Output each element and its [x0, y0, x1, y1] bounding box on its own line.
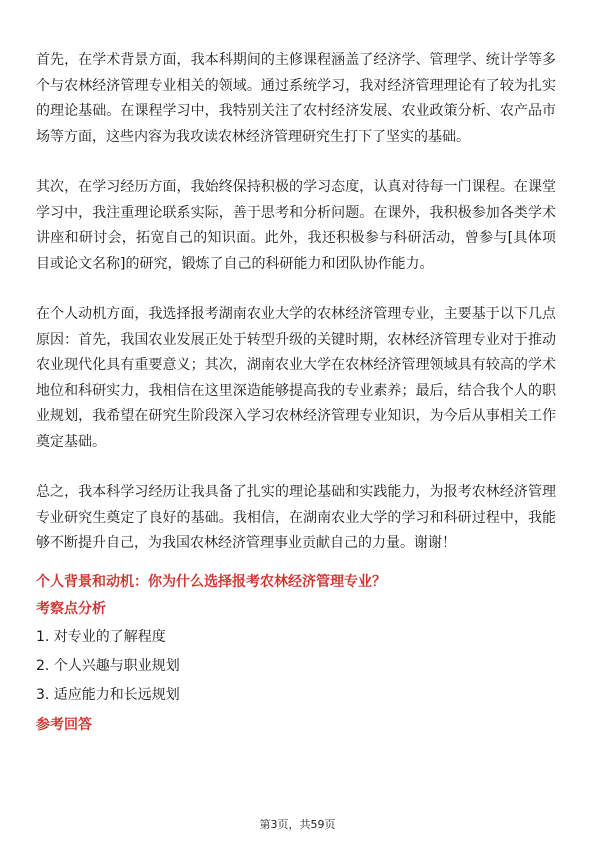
document-body [36, 48, 556, 736]
analysis-heading: 考察点分析 [36, 600, 106, 617]
page-number-footer: 第3页，共59页 [259, 818, 336, 831]
analysis-list [36, 623, 556, 710]
paragraph-personal-motivation: 在个人动机方面，我选择报考湖南农业大学的农林经济管理专业，主要基于以下几点原因：首先，我国农业发展正处于转型升级的关键时期，农林经济管理专业对于推动农业现代化具有重要意义；其次，湖南农业大学在农林经济管理领域具有较高的学术地位和科研实力，我相信在这里深造能够提高我的专业素养；最后，结合我个人的职业规划，我希望在研究生阶段深入学习农林经济管理专业知识，为今后从事相关工作奠定基础。 [36, 306, 556, 450]
answer-heading: 参考回答 [36, 716, 92, 733]
analysis-item: 3. 适应能力和长远规划 [36, 686, 180, 703]
paragraph-academic-background: 首先，在学术背景方面，我本科期间的主修课程涵盖了经济学、管理学、统计学等多个与农林经济管理专业相关的领域。通过系统学习，我对经济管理理论有了较为扎实的理论基础。在课程学习中，我特别关注了农村经济发展、农业政策分析、农产品市场等方面，这些内容为我攻读农林经济管理研究生打下了坚实的基础。 [36, 52, 556, 145]
paragraph-conclusion: 总之，我本科学习经历让我具备了扎实的理论基础和实践能力，为报考农林经济管理专业研究生奠定了良好的基础。我相信，在湖南农业大学的学习和科研过程中，我能够不断提升自己，为我国农林经济管理事业贡献自己的力量。谢谢！ [36, 484, 556, 551]
analysis-item: 1. 对专业的了解程度 [36, 628, 166, 645]
question-heading: 个人背景和动机：你为什么选择报考农林经济管理专业？ [36, 573, 386, 590]
analysis-item: 2. 个人兴趣与职业规划 [36, 657, 180, 674]
paragraph-learning-experience: 其次，在学习经历方面，我始终保持积极的学习态度，认真对待每一门课程。在课堂学习中，我注重理论联系实际，善于思考和分析问题。在课外，我积极参加各类学术讲座和研讨会，拓宽自己的知识面。此外，我还积极参与科研活动，曾参与[具体项目或论文名称]的研究，锻炼了自己的科研能力和团队协作能力。 [36, 179, 556, 272]
